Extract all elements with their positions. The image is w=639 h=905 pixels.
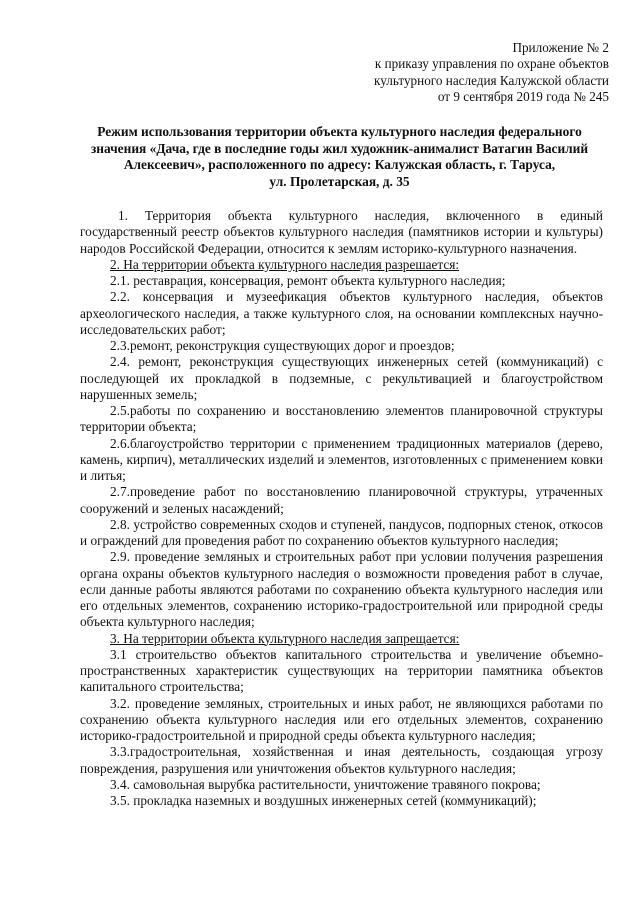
title-line: Режим использования территории объекта культурного наследия федерального	[97, 124, 582, 139]
paragraph-2-3: 2.3.ремонт, реконструкция существующих дорог и проездов;	[110, 338, 455, 353]
paragraph-3-2: 3.2. проведение земляных, строительных и иных работ, не являющихся работами по сохранению объекта культурного наследия или его отдельных элементов, сохранению историко-градостроительной и природной среды объекта культурного наследия;	[80, 695, 603, 743]
appendix-authority: культурного наследия Калужской области	[374, 72, 609, 88]
paragraph-3-1: 3.1 строительство объектов капитального строительства и увеличение объемно-пространственных характеристик существующих на территории памятника объектов капитального строительства;	[80, 646, 603, 695]
paragraph-1: 1. Территория объекта культурного наследия, включенного в единый государственный реестр объектов культурного наследия (памятников истории и культуры) народов Российской Федерации, относится к землям историко-культурного назначения.	[80, 208, 603, 256]
appendix-block	[374, 40, 609, 105]
paragraph-3-5: 3.5. прокладка наземных и воздушных инженерных сетей (коммуникаций);	[110, 793, 537, 808]
document-title	[80, 124, 599, 190]
paragraph-3-4: 3.4. самовольная вырубка растительности, уничтожение травяного покрова;	[110, 776, 541, 792]
document-body	[80, 208, 603, 809]
appendix-order-ref: к приказу управления по охране объектов	[374, 56, 609, 72]
paragraph-2-1: 2.1. реставрация, консервация, ремонт объекта культурного наследия;	[110, 273, 506, 288]
section-heading-permitted	[80, 257, 603, 273]
paragraph-2-9: 2.9. проведение земляных и строительных работ при условии получения разрешения органа охраны объектов культурного наследия о возможности проведения работ в случае, если данные работы являются работами по сохранению объекта культурного наследия или его отдельных элементов, сохранению историко-градостроительной или природной среды объекта культурного наследия;	[80, 549, 603, 630]
title-line: ул. Пролетарская, д. 35	[269, 173, 410, 189]
section-heading-text: 2. На территории объекта культурного наследия разрешается:	[110, 256, 460, 272]
paragraph-2-4: 2.4. ремонт, реконструкция существующих инженерных сетей (коммуникаций) с последующей их прокладкой в подземные, с рекультивацией и благоустройством нарушенных земель;	[80, 354, 603, 402]
paragraph-2-6: 2.6.благоустройство территории с применением традиционных материалов (дерево, камень, кирпич), металлических изделий и элементов, изготовленных с применением ковки и литья;	[80, 435, 603, 483]
paragraph-2-5: 2.5.работы по сохранению и восстановлению элементов планировочной структуры территории объекта;	[80, 403, 603, 435]
appendix-number: Приложение № 2	[512, 40, 609, 55]
appendix-date: от 9 сентября 2019 года № 245	[437, 88, 609, 104]
section-heading-text: 3. На территории объекта культурного наследия запрещается:	[110, 630, 460, 646]
title-line: значения «Дача, где в последние годы жил художник-анималист Ватагин Василий	[90, 140, 589, 156]
title-line: Алексеевич», расположенного по адресу: Калужская область, г. Таруса,	[123, 157, 556, 173]
paragraph-3-3: 3.3.градостроительная, хозяйственная и иная деятельность, создающая угрозу повреждения, разрушения или уничтожения объектов культурного наследия;	[80, 744, 603, 776]
paragraph-2-2: 2.2. консервация и музеефикация объектов культурного наследия, объектов археологического наследия, а также культурного слоя, на основании комплексных научно-исследовательских работ;	[80, 289, 603, 337]
section-heading-prohibited	[80, 631, 603, 647]
paragraph-2-7: 2.7.проведение работ по восстановлению планировочной структуры, утраченных сооружений и зеленых насаждений;	[80, 484, 603, 516]
paragraph-2-8: 2.8. устройство современных сходов и ступеней, пандусов, подпорных стенок, откосов и ограждений для проведения работ по сохранению объектов культурного наследия;	[80, 516, 603, 548]
